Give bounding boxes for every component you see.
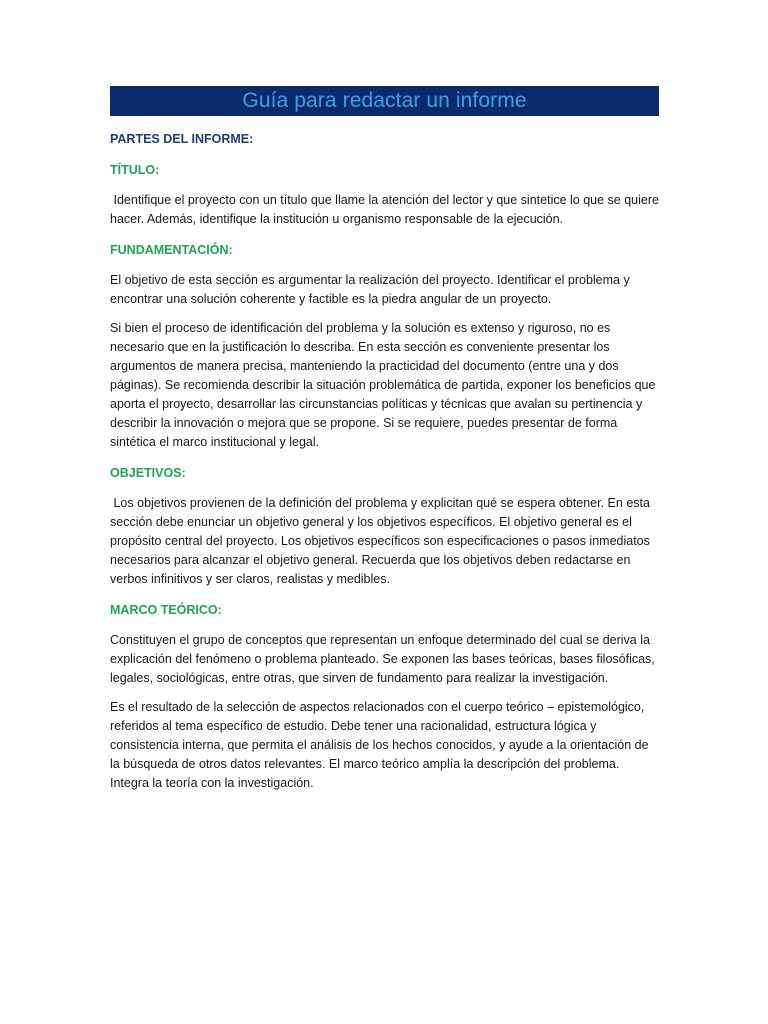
page-title: Guía para redactar un informe <box>242 89 527 112</box>
section-objetivos <box>110 464 659 589</box>
paragraph-objetivos-1: Los objetivos provienen de la definición del problema y explicitan qué se espera obtener. En esta sección debe enunciar un objetivo general y los objetivos específicos. El objetivo general es el propósito central del proyecto. Los objetivos específicos son especificaciones o pasos inmediatos necesarios para alcanzar el objetivo general. Recuerda que los objetivos deben redactarse en verbos infinitivos y ser claros, realistas y medibles. <box>110 496 654 586</box>
document-page <box>110 86 663 793</box>
paragraph-marco-teorico-2: Es el resultado de la selección de aspectos relacionados con el cuerpo teórico – epistemológico, referidos al tema específico de estudio. Debe tener una racionalidad, estructura lógica y consistencia interna, que permita el análisis de los hechos conocidos, y ayude a la orientación de la búsqueda de otros datos relevantes. El marco teórico amplía la descripción del problema. Integra la teoría con la investigación. <box>110 700 649 790</box>
paragraph-fundamentacion-2: Si bien el proceso de identificación del problema y la solución es extenso y riguroso, no es necesario que en la justificación lo describa. En esta sección es conveniente presentar los argumentos de manera precisa, manteniendo la practicidad del documento (entre una y dos páginas). Se recomienda describir la situación problemática de partida, exponer los beneficios que aporta el proyecto, desarrollar las circunstancias políticas y técnicas que avalan su pertinencia y describir la innovación o mejora que se propone. Si se requiere, puedes presentar de forma sintética el marco institucional y legal. <box>110 321 656 449</box>
section-heading-objetivos: OBJETIVOS: <box>110 466 186 480</box>
paragraph-marco-teorico-1: Constituyen el grupo de conceptos que representan un enfoque determinado del cual se deriva la explicación del fenómeno o problema planteado. Se exponen las bases teóricas, bases filosóficas, legales, sociológicas, entre otras, que sirven de fundamento para realizar la investigación. <box>110 633 655 685</box>
paragraph-titulo-1: Identifique el proyecto con un título que llame la atención del lector y que sintetice lo que se quiere hacer. Además, identifique la institución u organismo responsable de la ejecución. <box>110 193 663 226</box>
main-heading: PARTES DEL INFORME: <box>110 132 254 146</box>
section-marco-teorico <box>110 601 659 793</box>
section-heading-marco-teorico: MARCO TEÓRICO: <box>110 603 222 617</box>
section-fundamentacion <box>110 241 659 452</box>
section-heading-fundamentacion: FUNDAMENTACIÓN: <box>110 243 233 257</box>
title-bar <box>110 86 659 116</box>
section-heading-titulo: TÍTULO: <box>110 163 160 177</box>
section-titulo <box>110 161 663 229</box>
paragraph-fundamentacion-1: El objetivo de esta sección es argumentar la realización del proyecto. Identificar el problema y encontrar una solución coherente y factible es la piedra angular de un proyecto. <box>110 273 630 306</box>
